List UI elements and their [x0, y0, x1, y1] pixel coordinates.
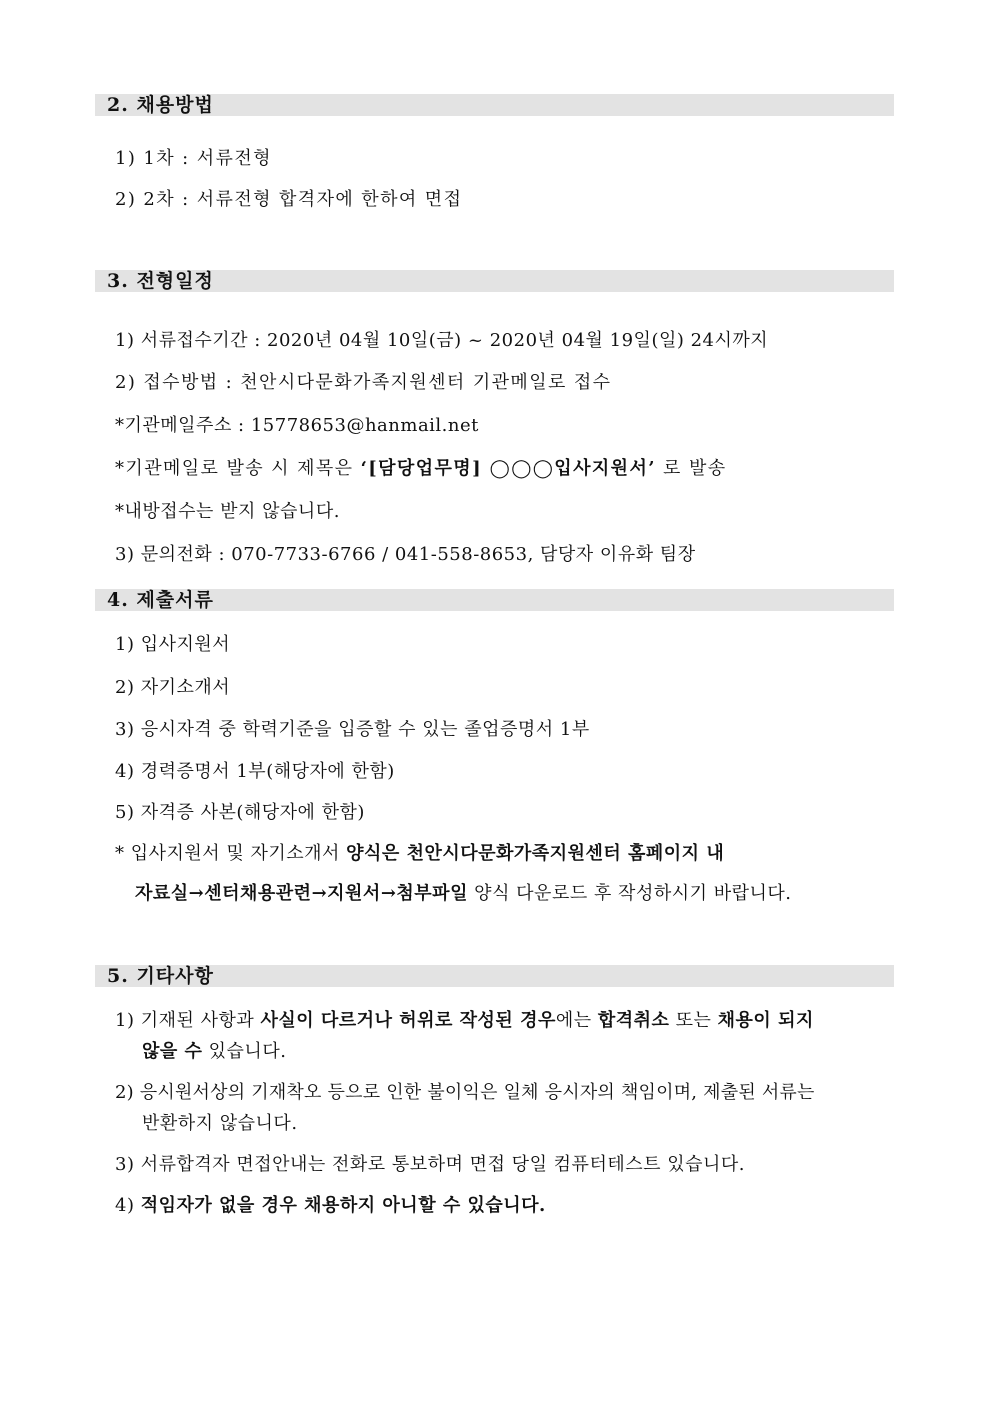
list-item: 4) 경력증명서 1부(해당자에 한함) — [115, 761, 395, 782]
section-heading-other: 5. 기타사항 — [95, 965, 894, 987]
text-bold: 양식은 천안시다문화가족지원센터 홈페이지 내 — [346, 843, 725, 864]
text-bold: 사실이 다르거나 허위로 작성된 경우 — [260, 1010, 556, 1031]
list-item: 3) 응시자격 중 학력기준을 입증할 수 있는 졸업증명서 1부 — [115, 719, 590, 740]
list-item: 2) 2차 : 서류전형 합격자에 한하여 면접 — [115, 189, 463, 210]
text-bold: 적임자가 없을 경우 채용하지 아니할 수 있습니다. — [140, 1195, 546, 1216]
list-item: 2) 자기소개서 — [115, 677, 231, 698]
section-heading-recruitment-method: 2. 채용방법 — [95, 94, 894, 116]
text: 1) 기재된 사항과 — [115, 1010, 261, 1031]
list-item: 1) 입사지원서 — [115, 634, 231, 655]
text: 에는 — [555, 1010, 598, 1031]
form-download-note — [115, 842, 724, 866]
list-item — [115, 1009, 814, 1033]
text: * 입사지원서 및 자기소개서 — [115, 843, 347, 864]
subject-format: ‘[담당업무명] ◯◯◯입사지원서’ — [360, 458, 656, 479]
text: 4) — [115, 1195, 141, 1216]
text: *기관메일로 발송 시 제목은 — [115, 458, 361, 479]
text: 로 발송 — [655, 458, 727, 479]
text-bold: 채용이 되지 — [717, 1010, 814, 1031]
contact-phone-line: 3) 문의전화 : 070-7733-6766 / 041-558-8653, 담당자 이유화 팀장 — [115, 544, 696, 565]
list-item: 2) 응시원서상의 기재착오 등으로 인한 불이익은 일체 응시자의 책임이며, 제출된 서류는 — [115, 1082, 815, 1103]
list-item-cont — [142, 1040, 286, 1064]
list-item: 1) 1차 : 서류전형 — [115, 148, 272, 169]
list-item: 2) 접수방법 : 천안시다문화가족지원센터 기관메일로 접수 — [115, 372, 612, 393]
section-heading-documents: 4. 제출서류 — [95, 589, 894, 611]
text-bold: 합격취소 — [597, 1010, 670, 1031]
form-download-note-cont — [135, 882, 792, 906]
section-heading-schedule: 3. 전형일정 — [95, 270, 894, 292]
list-item: 1) 서류접수기간 : 2020년 04월 10일(금) ~ 2020년 04월 19일(일) 24시까지 — [115, 330, 769, 351]
list-item: 5) 자격증 사본(해당자에 한함) — [115, 802, 365, 823]
text-bold: 않을 수 — [142, 1041, 203, 1062]
list-item-cont: 반환하지 않습니다. — [142, 1113, 298, 1134]
email-address-line: *기관메일주소 : 15778653@hanmail.net — [115, 415, 479, 436]
list-item: *내방접수는 받지 않습니다. — [115, 501, 340, 522]
download-path: 자료실→센터채용관련→지원서→첨부파일 — [135, 883, 468, 904]
text: 또는 — [669, 1010, 718, 1031]
list-item — [115, 1194, 546, 1218]
text: 있습니다. — [202, 1041, 287, 1062]
text: 양식 다운로드 후 작성하시기 바랍니다. — [467, 883, 792, 904]
email-subject-line — [115, 457, 727, 481]
list-item: 3) 서류합격자 면접안내는 전화로 통보하며 면접 당일 컴퓨터테스트 있습니다. — [115, 1154, 745, 1175]
